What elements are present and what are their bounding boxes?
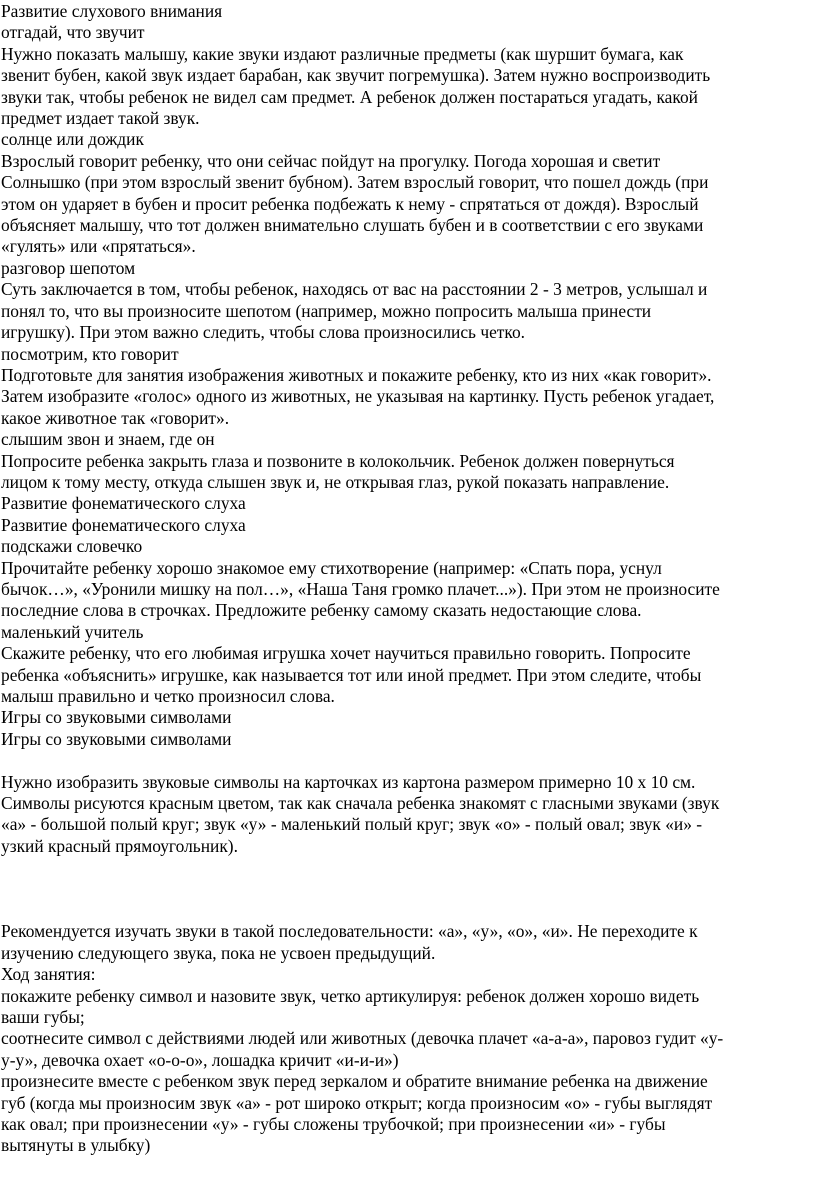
text-line: Затем изобразите «голос» одного из животных, не указывая на картинку. Пусть ребенок угадает, xyxy=(1,386,715,407)
text-line: ваши губы; xyxy=(1,1007,85,1028)
text-line: понял то, что вы произносите шепотом (например, можно попросить малыша принести xyxy=(1,300,652,321)
text-line: отгадай, что звучит xyxy=(1,22,145,43)
text-line: вытянуты в улыбку) xyxy=(1,1135,151,1156)
text-line: Суть заключается в том, чтобы ребенок, находясь от вас на расстоянии 2 - 3 метров, услышал и xyxy=(1,279,708,300)
text-line: Нужно изобразить звуковые символы на карточках из картона размером примерно 10 х 10 см. xyxy=(1,771,696,792)
text-line: какое животное так «говорит». xyxy=(1,407,230,428)
text-line: игрушку). При этом важно следить, чтобы слова произносились четко. xyxy=(1,322,525,343)
text-line: Игры со звуковыми символами xyxy=(1,728,232,749)
text-line: звуки так, чтобы ребенок не видел сам предмет. А ребенок должен постараться угадать, какой xyxy=(1,86,698,107)
text-line: Подготовьте для занятия изображения животных и покажите ребенку, кто из них «как говорит». xyxy=(1,364,712,385)
text-line: произнесите вместе с ребенком звук перед зеркалом и обратите внимание ребенка на движение xyxy=(1,1071,708,1092)
text-line: Прочитайте ребенку хорошо знакомое ему стихотворение (например: «Спать пора, уснул xyxy=(1,557,662,578)
text-line: «гулять» или «прятаться». xyxy=(1,236,196,257)
text-line: Символы рисуются красным цветом, так как сначала ребенка знакомят с гласными звуками (звук xyxy=(1,793,720,814)
text-line: разговор шепотом xyxy=(1,257,136,278)
text-line: лицом к тому месту, откуда слышен звук и, не открывая глаз, рукой показать направление. xyxy=(1,471,670,492)
text-line: солнце или дождик xyxy=(1,129,144,150)
text-line: Развитие слухового внимания xyxy=(1,1,223,21)
text-line: Солнышко (при этом взрослый звенит бубном). Затем взрослый говорит, что пошел дождь (при xyxy=(1,172,709,193)
text-line: посмотрим, кто говорит xyxy=(1,343,179,364)
text-line: «а» - большой полый круг; звук «у» - маленький полый круг; звук «о» - полый овал; звук «и» - xyxy=(1,814,703,835)
blank-line xyxy=(0,879,816,900)
text-line: ребенка «объяснить» игрушке, как называется тот или иной предмет. При этом следите, чтобы xyxy=(1,664,702,685)
text-line: соотнесите символ с действиями людей или животных (девочка плачет «а-а-а», паровоз гудит «у- xyxy=(1,1028,724,1049)
text-line: Игры со звуковыми символами xyxy=(1,707,232,728)
text-line: звенит бубен, какой звук издает барабан, как звучит погремушка). Затем нужно воспроизводить xyxy=(1,65,711,86)
text-line: Рекомендуется изучать звуки в такой последовательности: «а», «у», «о», «и». Не переходите к xyxy=(1,921,698,942)
text-line: Развитие фонематического слуха xyxy=(1,514,246,535)
text-line: узкий красный прямоугольник). xyxy=(1,835,238,856)
blank-line xyxy=(0,900,816,921)
text-line: изучению следующего звука, пока не усвоен предыдущий. xyxy=(1,942,436,963)
text-line: губ (когда мы произносим звук «а» - рот широко открыт; когда произносим «о» - губы выглядят xyxy=(1,1092,713,1113)
text-line: Скажите ребенку, что его любимая игрушка хочет научиться правильно говорить. Попросите xyxy=(1,643,691,664)
text-line: как овал; при произнесении «у» - губы сложены трубочкой; при произнесении «и» - губы xyxy=(1,1114,666,1135)
text-line: последние слова в строчках. Предложите ребенку самому сказать недостающие слова. xyxy=(1,600,642,621)
blank-line xyxy=(0,750,816,771)
text-line: подскажи словечко xyxy=(1,536,143,557)
blank-line xyxy=(0,857,816,878)
text-line: Нужно показать малышу, какие звуки издают различные предметы (как шуршит бумага, как xyxy=(1,43,684,64)
text-line: малыш правильно и четко произносил слова. xyxy=(1,686,335,706)
text-line: слышим звон и знаем, где он xyxy=(1,429,215,450)
text-line: Попросите ребенка закрыть глаза и позвоните в колокольчик. Ребенок должен повернуться xyxy=(1,450,675,471)
text-line: бычок…», «Уронили мишку на пол…», «Наша Таня громко плачет...»). При этом не произносите xyxy=(1,578,720,599)
text-line: предмет издает такой звук. xyxy=(1,108,200,129)
text-line: Взрослый говорит ребенку, что они сейчас пойдут на прогулку. Погода хорошая и светит xyxy=(1,150,661,171)
text-line: Развитие фонематического слуха xyxy=(1,493,246,514)
text-line: объясняет малышу, что тот должен внимательно слушать бубен и в соответствии с его звуками xyxy=(1,215,704,236)
text-line: этом он ударяет в бубен и просит ребенка подбежать к нему - спрятаться от дождя). Взрослый xyxy=(1,193,699,214)
text-line: у-у», девочка охает «о-о-о», лошадка кричит «и-и-и») xyxy=(1,1049,399,1070)
text-line: покажите ребенку символ и назовите звук, четко артикулируя: ребенок должен хорошо видеть xyxy=(1,985,700,1006)
text-line: Ход занятия: xyxy=(1,964,96,985)
text-line: маленький учитель xyxy=(1,621,144,642)
